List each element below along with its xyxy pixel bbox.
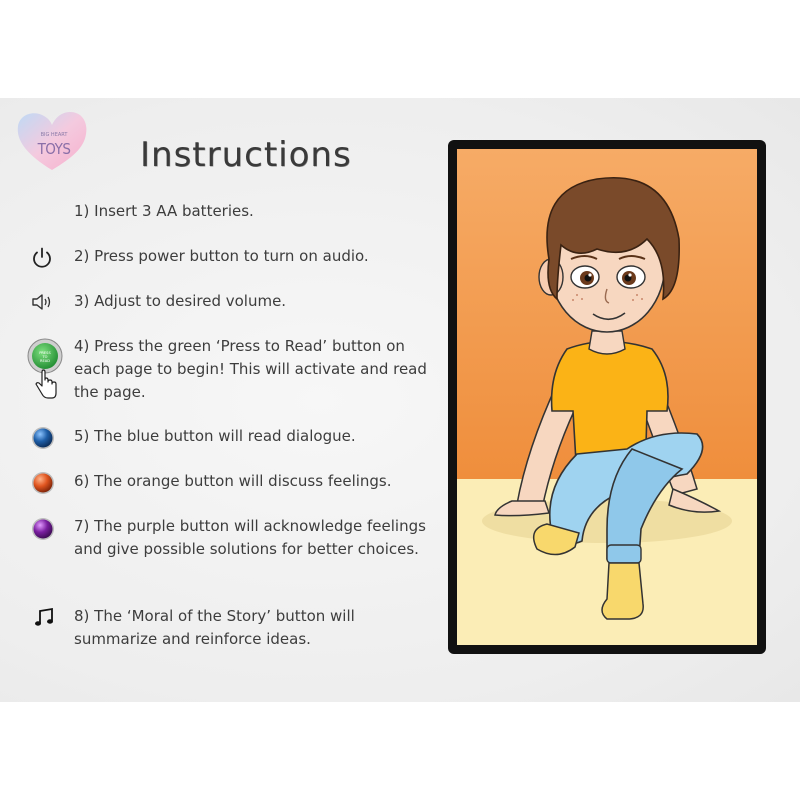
step-6: 6) The orange button will discuss feelings.: [74, 472, 392, 490]
step-3: 3) Adjust to desired volume.: [74, 292, 287, 310]
power-icon: [30, 246, 54, 274]
page-title: Instructions: [140, 135, 352, 175]
speaker-icon: [30, 291, 56, 317]
instruction-page: [0, 98, 800, 702]
press-to-read-button-icon: [26, 338, 66, 406]
boy-illustration: [457, 149, 757, 645]
orange-button-icon: [31, 471, 55, 499]
step-7: 7) The purple button will acknowledge feelings and give possible solutions for better choices.: [74, 517, 426, 558]
purple-button-icon: [31, 517, 55, 545]
sitting-boy-illustration: [457, 149, 757, 645]
svg-text:READ: READ: [40, 359, 50, 363]
step-8: 8) The ‘Moral of the Story’ button will summarize and reinforce ideas.: [74, 607, 355, 648]
logo-text-top: BIG HEART: [40, 132, 68, 138]
big-heart-toys-logo: [14, 108, 90, 174]
step-5: 5) The blue button will read dialogue.: [74, 427, 356, 445]
music-note-icon: [32, 606, 56, 634]
blue-button-icon: [31, 426, 55, 454]
svg-text:PRESS: PRESS: [39, 351, 51, 355]
step-4: 4) Press the green ‘Press to Read’ button on each page to begin! This will activate and read the page.: [74, 337, 427, 401]
step-1: 1) Insert 3 AA batteries.: [74, 202, 254, 220]
logo-text-main: TOYS: [37, 140, 71, 158]
illustration-frame: [448, 140, 766, 654]
svg-text:TO: TO: [42, 355, 48, 359]
step-2: 2) Press power button to turn on audio.: [74, 247, 369, 265]
